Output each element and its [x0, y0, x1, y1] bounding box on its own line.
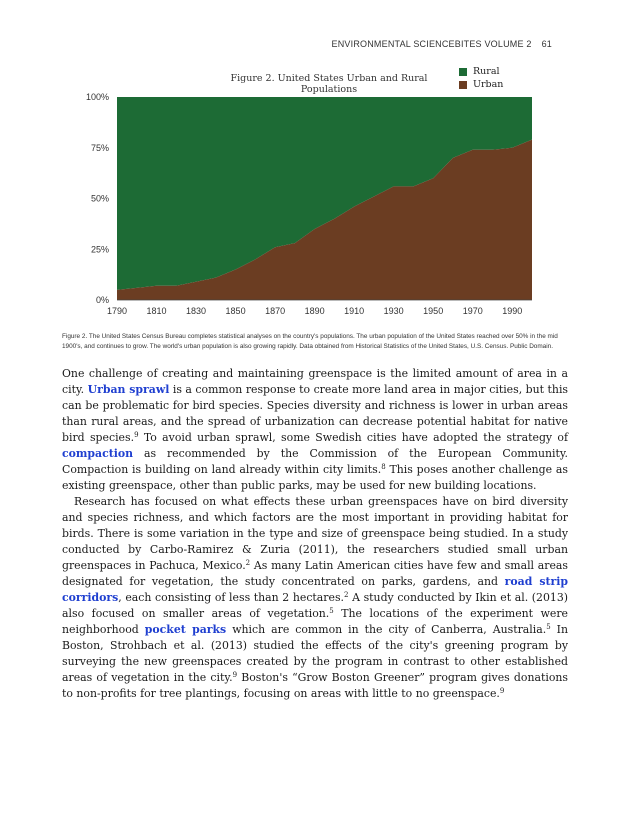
- x-tick-label: 1990: [502, 306, 523, 316]
- citation-superscript: 9: [499, 687, 505, 695]
- legend-label-urban: Urban: [473, 79, 504, 90]
- text-run: One challenge of creating and maintaining greenspace is the limited amount of area in a city.: [62, 367, 568, 396]
- citation-superscript: 5: [546, 623, 551, 631]
- citation-superscript: 9: [134, 431, 139, 439]
- page-number: 61: [541, 39, 552, 49]
- text-run: To avoid urban sprawl, some Swedish cities have adopted the strategy of: [138, 431, 569, 444]
- urban-rural-area-chart: [0, 0, 630, 330]
- citation-superscript: 2: [344, 591, 349, 599]
- citation-superscript: 8: [381, 463, 386, 471]
- text-run: The locations of the experiment were neighborhood: [62, 607, 568, 636]
- x-tick-label: 1910: [344, 306, 365, 316]
- text-run: is a common response to create more land area in major cities, but this can be problematic for bird species. Species diversity and richness is lower in urban areas than rural areas, and the spread of urbanization can decrease potential habitat for native bird species.: [62, 383, 569, 444]
- x-tick-label: 1930: [383, 306, 404, 316]
- paragraph-2: [62, 494, 568, 702]
- keyword-link[interactable]: Urban sprawl: [87, 383, 170, 396]
- x-tick-label: 1970: [462, 306, 483, 316]
- keyword-link[interactable]: compaction: [62, 447, 134, 460]
- text-run: A study conducted by Ikin et al. (2013) also focused on smaller areas of vegetation.: [62, 591, 568, 620]
- body-text: [62, 366, 568, 702]
- text-run: , each consisting of less than 2 hectares.: [118, 591, 344, 604]
- paragraph-1: [62, 366, 568, 494]
- x-tick-label: 1850: [225, 306, 246, 316]
- text-run: In Boston, Strohbach et al. (2013) studied the effects of the city's greening program by surveying the new greenspaces created by the program in contrast to other established areas of vegetation in the city.: [62, 623, 568, 684]
- x-tick-label: 1870: [265, 306, 286, 316]
- y-tick-label: 0%: [95, 295, 109, 305]
- x-tick-label: 1830: [186, 306, 207, 316]
- legend-item-urban: [459, 78, 503, 91]
- chart-legend: [459, 65, 503, 91]
- keyword-link[interactable]: pocket parks: [144, 623, 227, 636]
- text-run: Boston's “Grow Boston Greener” program gives donations to non-profits for tree plantings, focusing on areas with little to no greenspace.: [62, 671, 568, 700]
- figure-caption: Figure 2. The United States Census Bureau completes statistical analyses on the country's populations. The urban population of the United States reached over 50% in the mid 1900's, and continues to grow. The world's urban population is also growing rapidly. Data obtained from Historical Statistics of the United States, U.S. Census. Public Domain.: [62, 333, 558, 350]
- text-run: As many Latin American cities have few and small areas designated for vegetation, the study concentrated on parks, gardens, and: [62, 559, 569, 588]
- figure-title: Figure 2. United States Urban and Rural Populations: [230, 73, 428, 95]
- figure: [0, 0, 630, 330]
- keyword-link[interactable]: road strip corridors: [62, 575, 568, 604]
- legend-swatch-urban: [459, 81, 467, 89]
- x-tick-label: 1950: [423, 306, 444, 316]
- running-header-title: ENVIRONMENTAL SCIENCEBITES VOLUME 2: [331, 39, 532, 49]
- y-tick-label: 100%: [85, 92, 109, 102]
- text-run: Research has focused on what effects these urban greenspaces have on bird diversity and species richness, and which factors are the most important in providing habitat for birds. There is some variation in the type and size of greenspace being studied. In a study conducted by Carbo-Ramirez & Zuria (2011), the researchers studied small urban greenspaces in Pachuca, Mexico.: [62, 495, 568, 572]
- citation-superscript: 5: [329, 607, 334, 615]
- x-tick-label: 1890: [304, 306, 325, 316]
- text-run: as recommended by the Commission of the European Community. Compaction is building on land already within city limits.: [62, 447, 568, 476]
- text-run: which are common in the city of Canberra, Australia.: [226, 623, 547, 636]
- legend-swatch-rural: [459, 68, 467, 76]
- y-tick-label: 25%: [90, 244, 109, 255]
- citation-superscript: 9: [232, 671, 238, 679]
- citation-superscript: 2: [245, 559, 251, 567]
- x-tick-label: 1810: [146, 306, 167, 316]
- legend-item-rural: [459, 65, 503, 78]
- y-tick-label: 75%: [90, 142, 109, 153]
- legend-label-rural: Rural: [473, 66, 500, 77]
- y-tick-label: 50%: [90, 193, 109, 204]
- x-tick-label: 1790: [106, 306, 128, 316]
- text-run: This poses another challenge as existing greenspace, other than public parks, may be used for new building locations.: [62, 463, 568, 492]
